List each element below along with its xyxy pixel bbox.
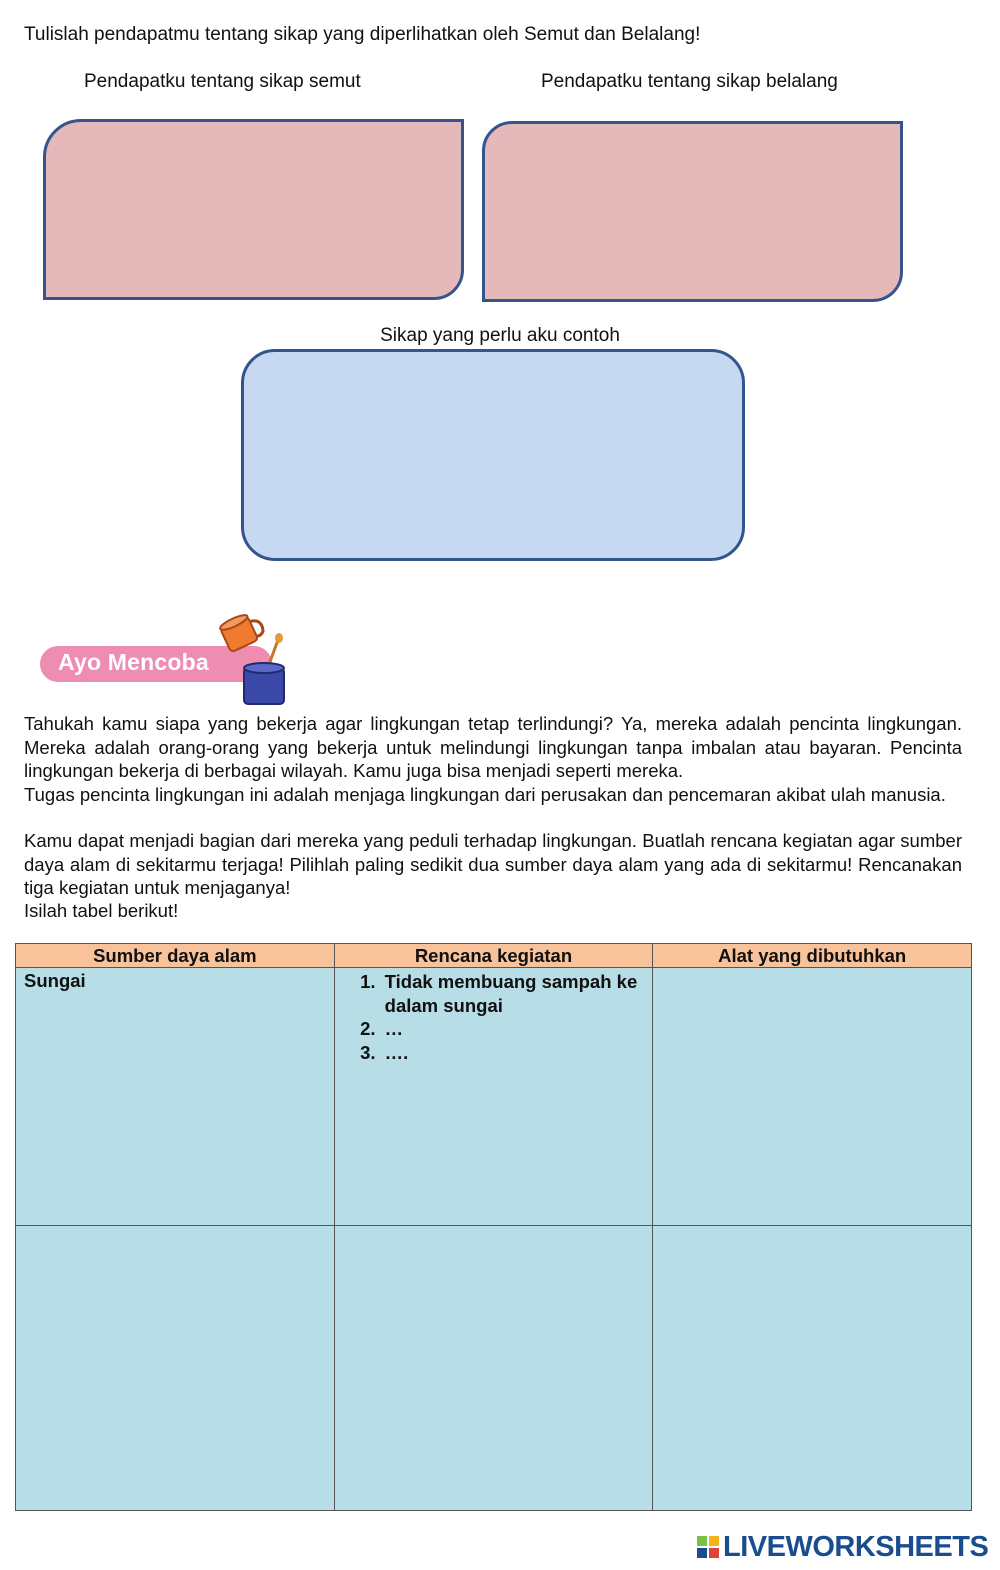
table-header-row [16,944,972,968]
table-row [16,1226,972,1511]
header-resource: Sumber daya alam [16,944,335,968]
example-attitude-box[interactable] [241,349,745,561]
label-contoh: Sikap yang perlu aku contoh [380,325,620,346]
plan-item: 1. Tidak membuang sampah ke dalam sungai [381,970,653,1017]
cell-tools[interactable] [653,1226,972,1511]
paragraph-2: Tugas pencinta lingkungan ini adalah menjaga lingkungan dari perusakan dan pencemaran akibat ulah manusia. [24,784,946,805]
table-row [16,968,972,1226]
belalang-opinion-box[interactable] [482,121,903,302]
instruction-text: Tulislah pendapatmu tentang sikap yang diperlihatkan oleh Semut dan Belalang! [24,24,701,45]
plan-item: 3. …. [381,1041,653,1065]
cups-illustration [214,608,294,708]
section-title: Ayo Mencoba [58,649,209,675]
paragraph-1: Tahukah kamu siapa yang bekerja agar lingkungan tetap terlindungi? Ya, mereka adalah pencinta lingkungan. Mereka adalah orang-orang yang bekerja untuk melindungi lingkungan tanpa imbalan atau bayaran. Pencinta lingkungan bekerja di berbagai wilayah. Kamu juga bisa menjadi seperti mereka. [24,713,962,781]
cell-tools[interactable] [653,968,972,1226]
label-belalang: Pendapatku tentang sikap belalang [541,71,838,92]
liveworksheets-brand: LIVEWORKSHEETS [723,1531,989,1563]
cell-resource[interactable] [16,1226,335,1511]
header-plan: Rencana kegiatan [334,944,653,968]
semut-opinion-box[interactable] [43,119,464,300]
cell-resource[interactable]: Sungai [16,968,335,1226]
paragraph-3: Kamu dapat menjadi bagian dari mereka yang peduli terhadap lingkungan. Buatlah rencana kegiatan agar sumber daya alam di sekitarmu terjaga! Pilihlah paling sedikit dua sumber daya alam yang ada di sekitarmu! Rencanakan tiga kegiatan untuk menjaganya! [24,830,962,898]
cell-plan[interactable] [334,1226,653,1511]
liveworksheets-logo-icon [697,1536,719,1558]
plan-item: 2. … [381,1017,653,1041]
activity-table [15,943,972,1511]
header-tools: Alat yang dibutuhkan [653,944,972,968]
plan-list [335,970,653,1064]
label-semut: Pendapatku tentang sikap semut [84,71,361,92]
cell-plan[interactable] [334,968,653,1226]
paragraph-4: Isilah tabel berikut! [24,900,179,921]
